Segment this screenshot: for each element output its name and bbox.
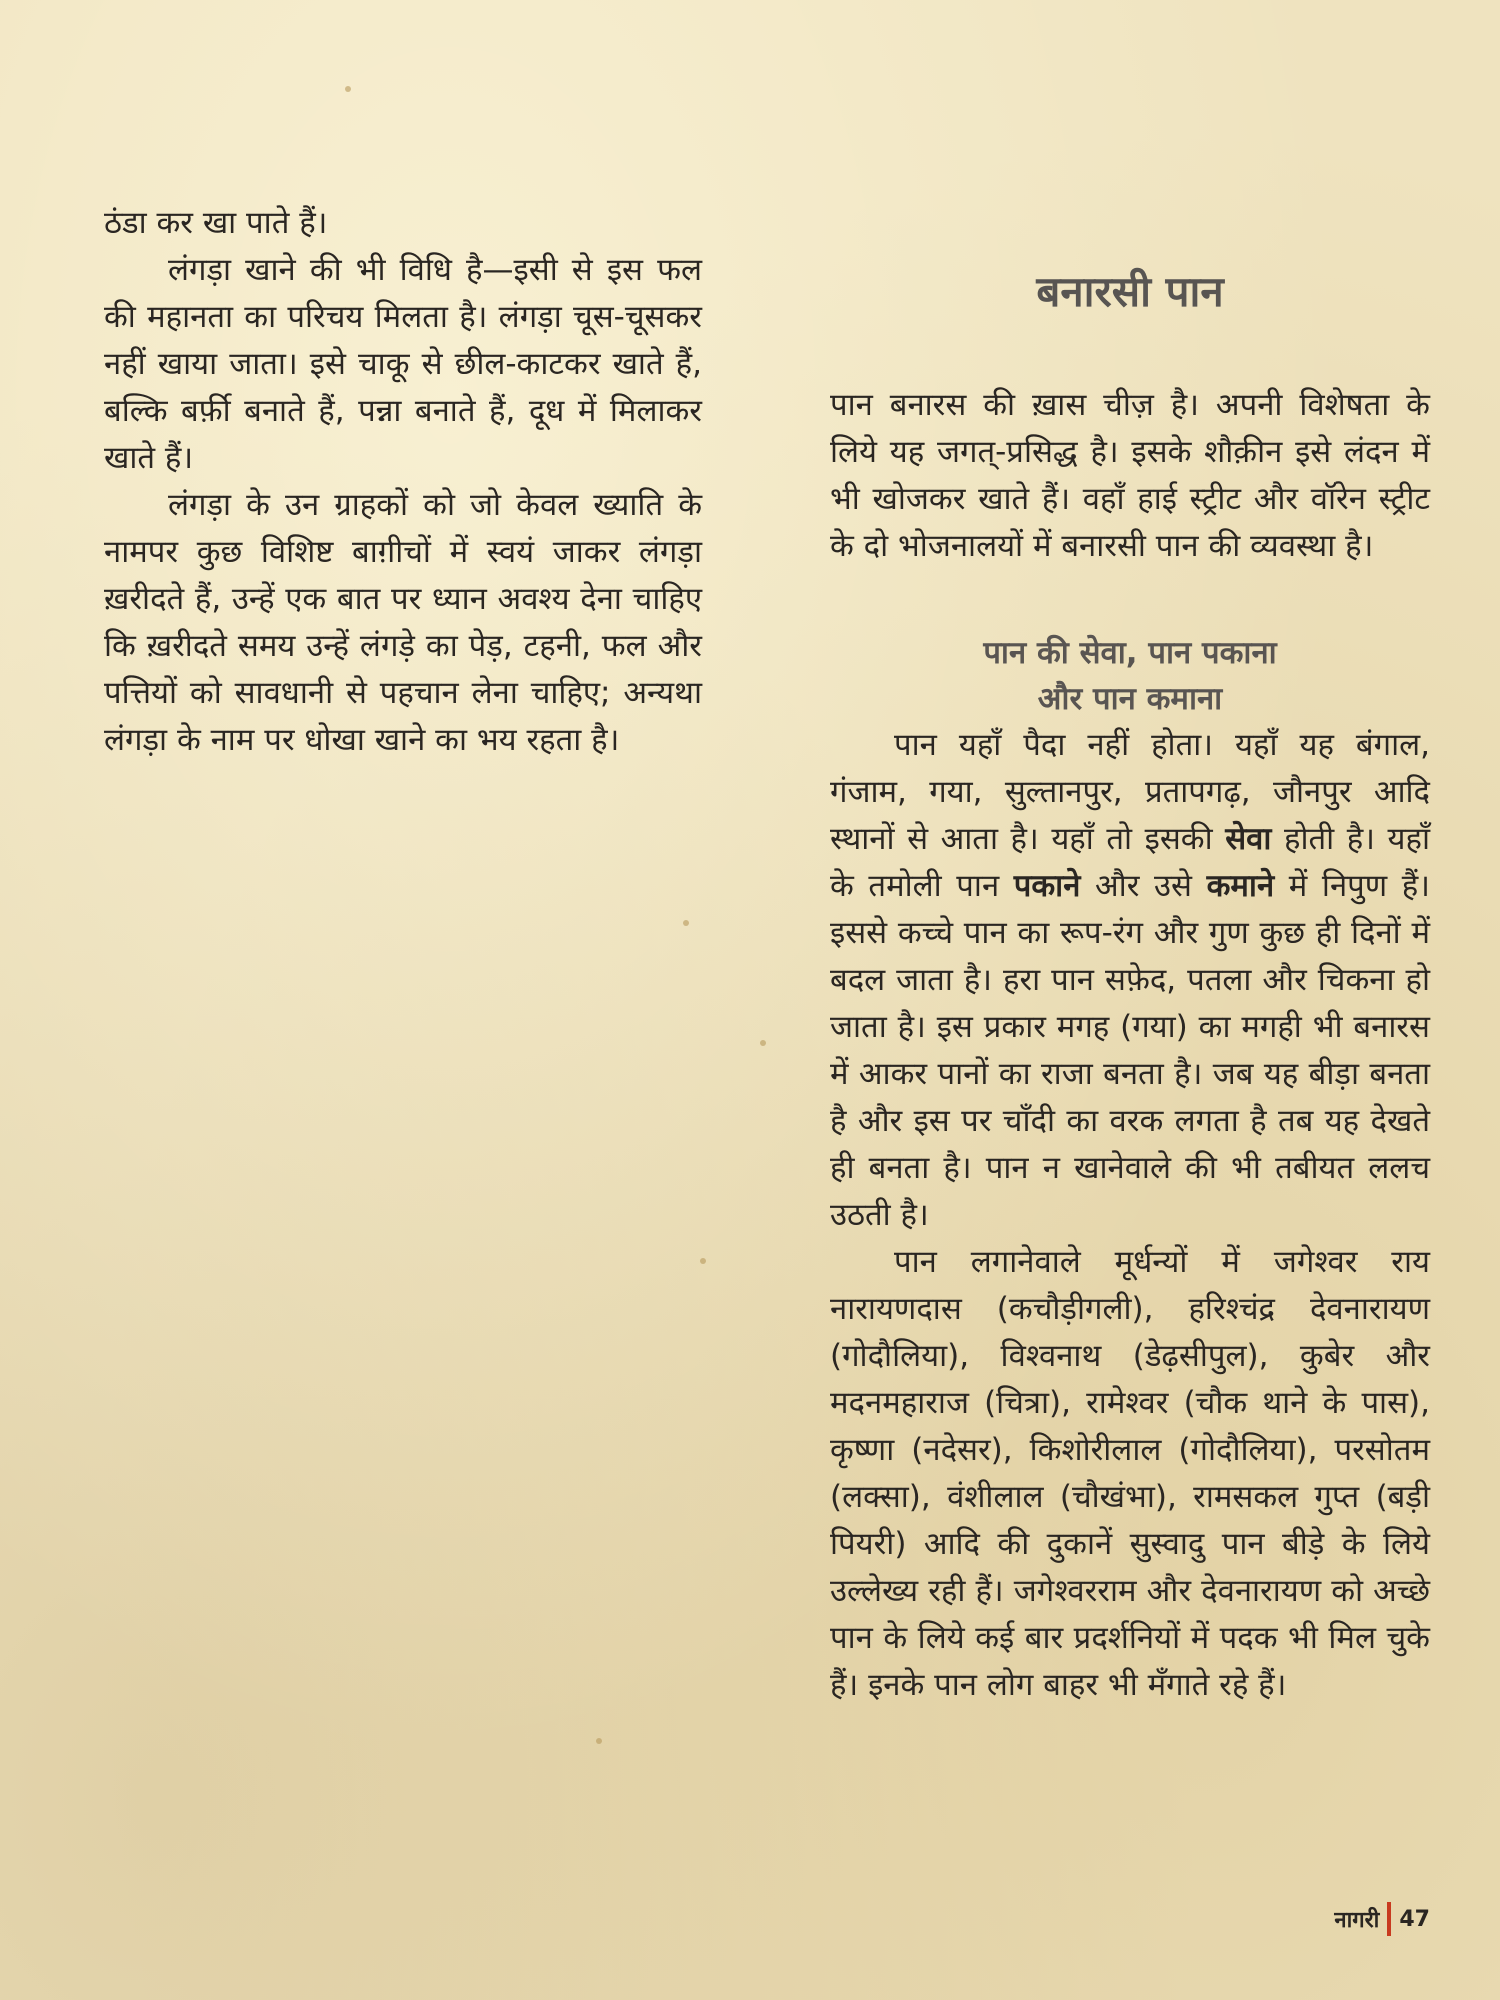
intro-paragraph: पान बनारस की ख़ास चीज़ है। अपनी विशेषता के लिये यह जगत्-प्रसिद्ध है। इसके शौक़ीन इसे लंदन में भी खोजकर खाते हैं। वहाँ हाई स्ट्रीट और वॉरेन स्ट्रीट के दो भोजनालयों में बनारसी पान की व्यवस्था है। xyxy=(830,387,1430,564)
footer-divider xyxy=(1387,1902,1391,1936)
text-segment: और उसे xyxy=(1080,868,1207,904)
text-segment: पान यहाँ पैदा नहीं होता। यहाँ यह बंगाल, गंजाम, गया, सुल्तानपुर, प्रतापगढ़, जौनपुर आदि स्थानों से आता है। यहाँ तो इसकी xyxy=(830,727,1430,857)
section-heading xyxy=(830,630,1430,722)
service-paragraph xyxy=(830,722,1430,1239)
left-column xyxy=(104,200,702,764)
page-number: 47 xyxy=(1399,1906,1430,1932)
left-paragraph-2: लंगड़ा खाने की भी विधि है—इसी से इस फल की महानता का परिचय मिलता है। लंगड़ा चूस-चूसकर नहीं खाया जाता। इसे चाकू से छील-काटकर खाते हैं, बल्कि बर्फ़ी बनाते हैं, पन्ना बनाते हैं, दूध में मिलाकर खाते हैं। xyxy=(104,252,702,476)
bold-term-pakane: पकाने xyxy=(1013,868,1081,904)
text-segment: होती है। यहाँ के तमोली पान xyxy=(830,821,1431,904)
section-heading-line-1: पान की सेवा, पान पकाना xyxy=(983,635,1277,671)
magazine-name: नागरी xyxy=(1334,1908,1380,1933)
left-paragraph-1: ठंडा कर खा पाते हैं। xyxy=(104,205,328,241)
left-paragraph-3: लंगड़ा के उन ग्राहकों को जो केवल ख्याति के नामपर कुछ विशिष्ट बाग़ीचों में स्वयं जाकर लंगड़ा ख़रीदते हैं, उन्हें एक बात पर ध्यान अवश्य देना चाहिए कि ख़रीदते समय उन्हें लंगड़े का पेड़, टहनी, फल और पत्तियों को सावधानी से पहचान लेना चाहिए; अन्यथा लंगड़ा के नाम पर धोखा खाने का भय रहता है। xyxy=(104,487,702,758)
article-title: बनारसी पान xyxy=(1036,267,1224,316)
page-footer xyxy=(1334,1902,1430,1936)
bold-term-seva: सेवा xyxy=(1225,821,1272,857)
text-segment: में निपुण हैं। इससे कच्चे पान का रूप-रंग और गुण कुछ ही दिनों में बदल जाता है। हरा पान सफ़ेद, पतला और चिकना हो जाता है। इस प्रकार मगह (गया) का मगही भी बनारस में आकर पानों का राजा बनता है। जब यह बीड़ा बनता है और इस पर चाँदी का वरक लगता है तब यह देखते ही बनता है। पान न खानेवाले की भी तबीयत ललच उठती है। xyxy=(830,868,1430,1233)
section-heading-line-2: और पान कमाना xyxy=(1037,681,1223,717)
bold-term-kamane: कमाने xyxy=(1206,868,1275,904)
shops-paragraph: पान लगानेवाले मूर्धन्यों में जगेश्वर राय नारायणदास (कचौड़ीगली), हरिश्चंद्र देवनारायण (गोदौलिया), विश्वनाथ (डेढ़सीपुल), कुबेर और मदनमहाराज (चित्रा), रामेश्वर (चौक थाने के पास), कृष्णा (नदेसर), किशोरीलाल (गोदौलिया), परसोतम (लक्सा), वंशीलाल (चौखंभा), रामसकल गुप्त (बड़ी पियरी) आदि की दुकानें सुस्वादु पान बीड़े के लिये उल्लेख्य रही हैं। जगेश्वरराम और देवनारायण को अच्छे पान के लिये कई बार प्रदर्शनियों में पदक भी मिल चुके हैं। इनके पान लोग बाहर भी मँगाते रहे हैं। xyxy=(830,1244,1430,1703)
right-column xyxy=(830,262,1430,1709)
